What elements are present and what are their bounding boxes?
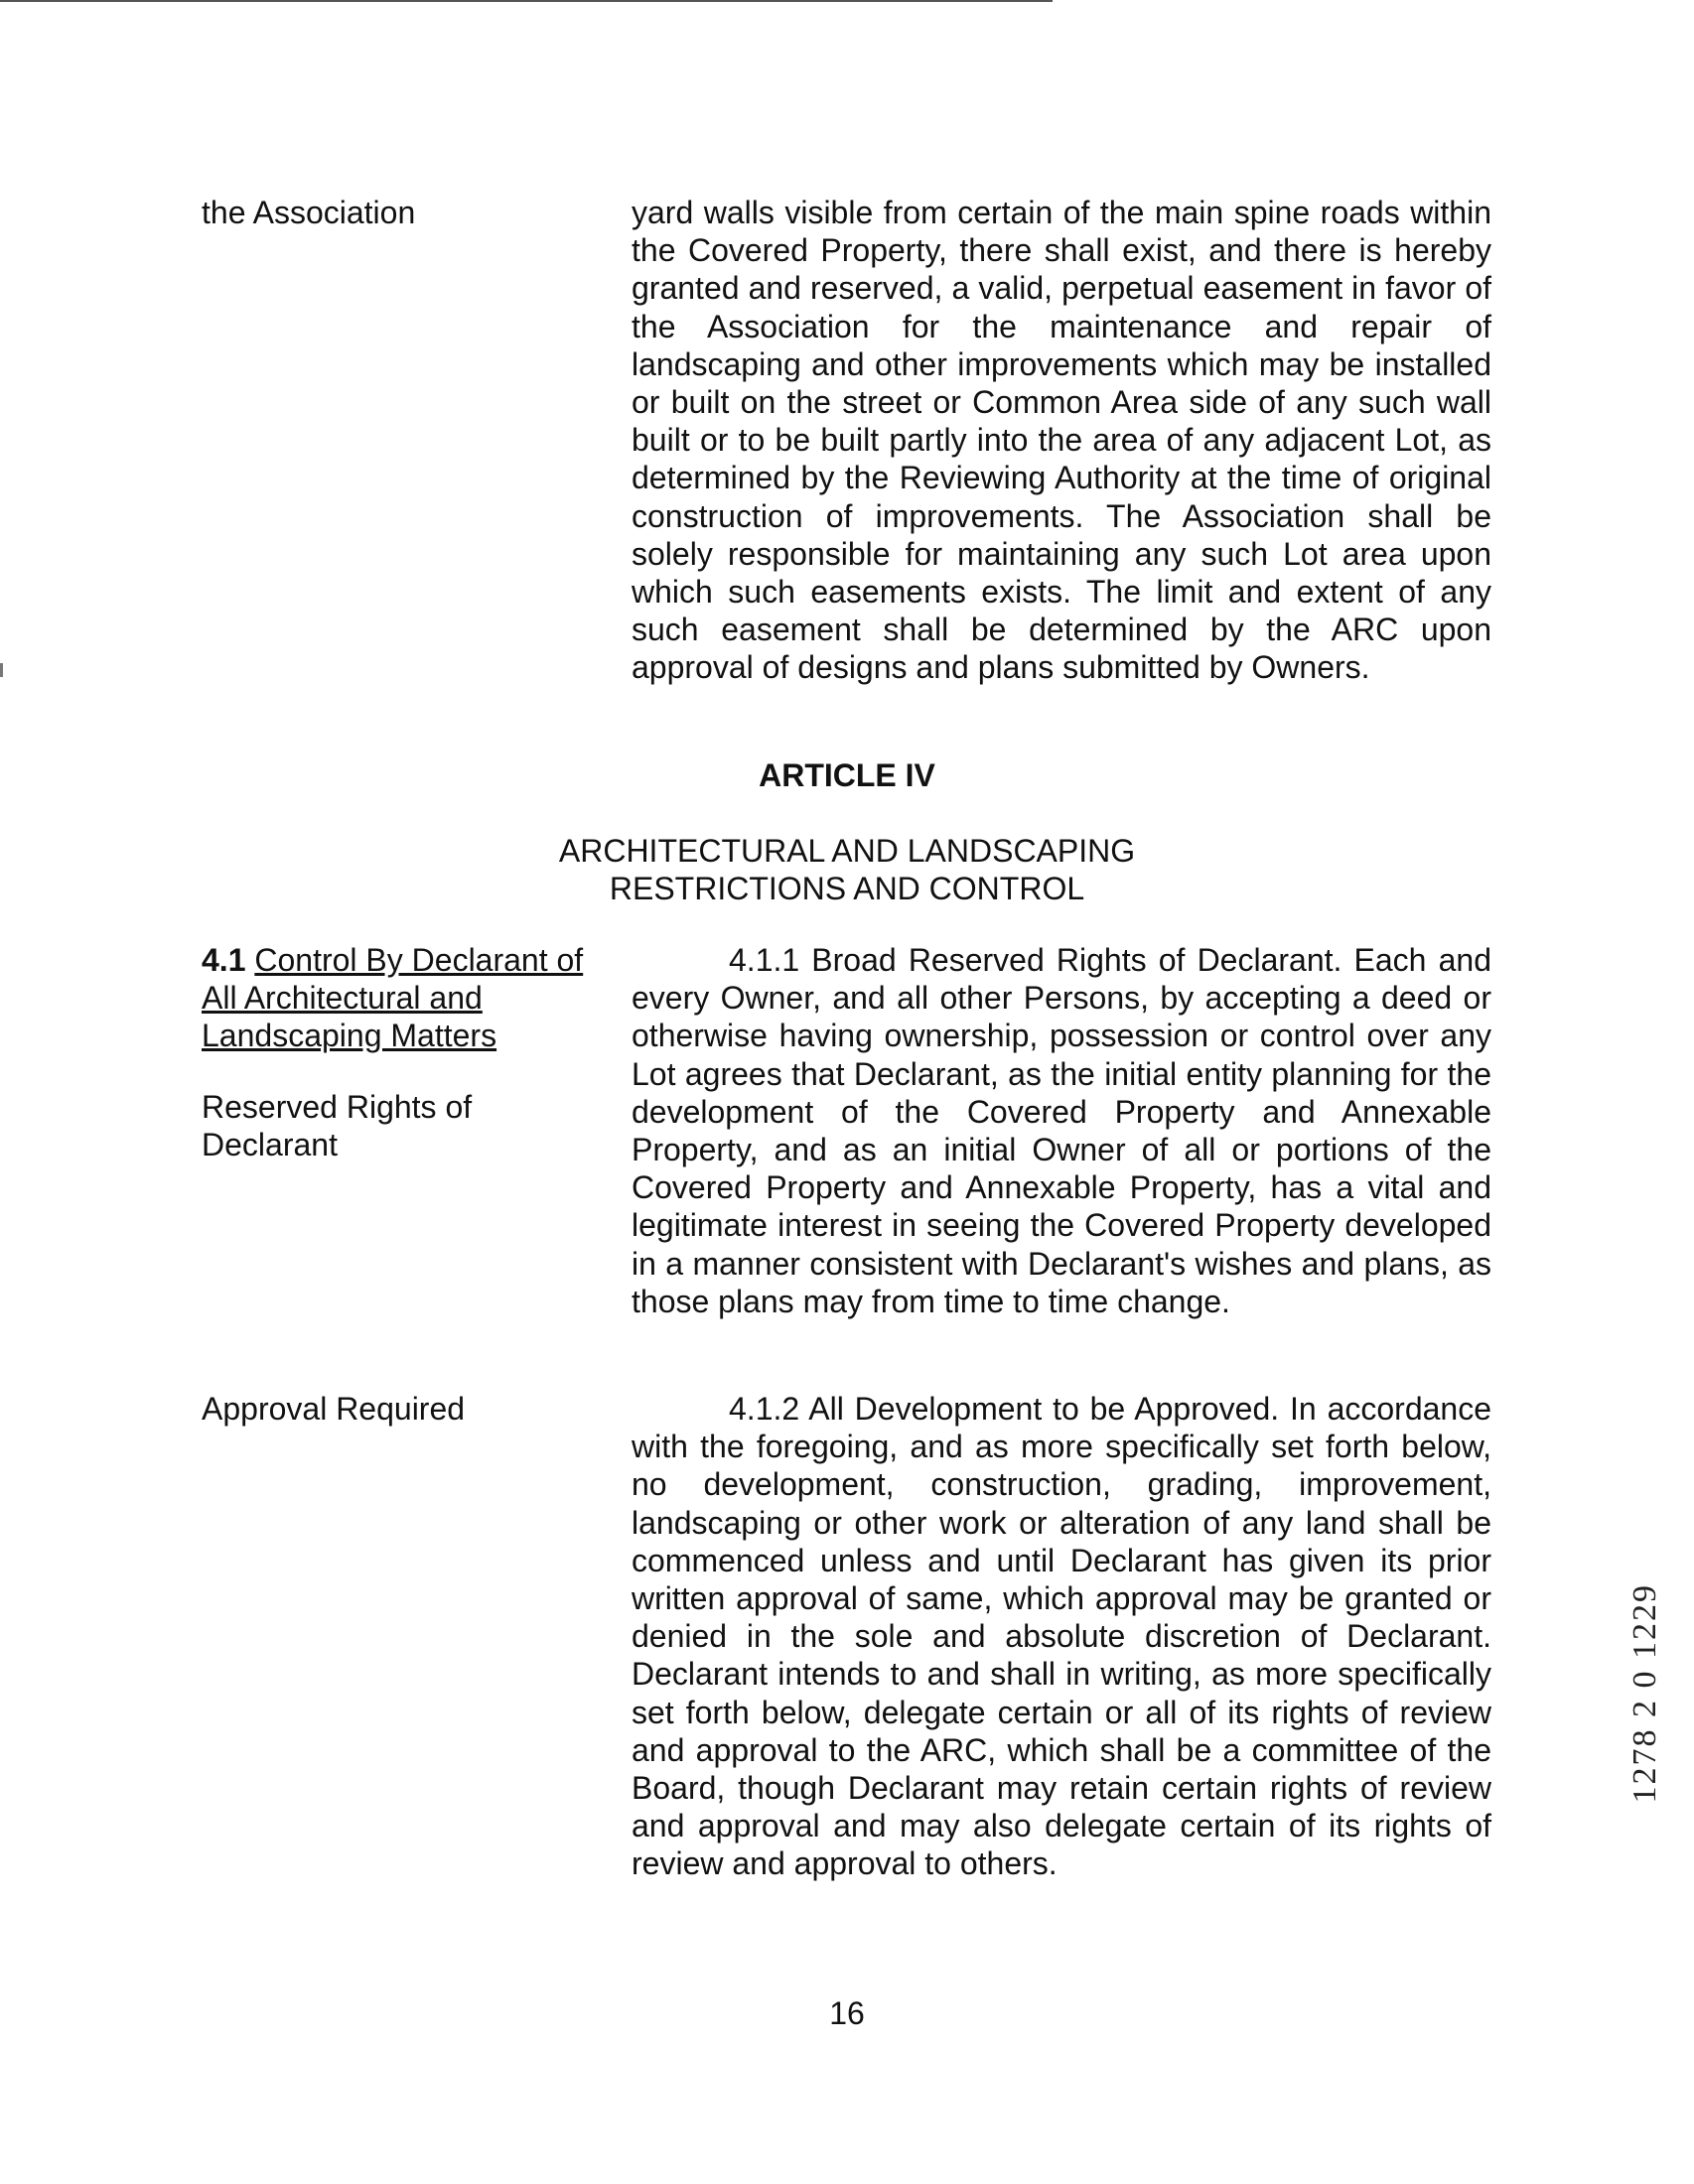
side-label-reserved-rights [202,1088,619,1163]
article-title-line1: ARCHITECTURAL AND LANDSCAPING [558,833,1136,869]
paragraph-4-1-1: 4.1.1 Broad Reserved Rights of Declarant. Each and every Owner, and all other Persons, by accepting a deed or otherwise having ownership, possession or control over any Lot agrees that Declarant, as the initial entity planning for the development of the Covered Property and Annexable Property, and as an initial Owner of all or portions of the Covered Property and Annexable Property, has a vital and legitimate interest in seeing the Covered Property developed in a manner consistent with Declarant's wishes and plans, as those plans may from time to time change. [632,942,1491,1319]
reserved-rights-line2: Declarant [202,1127,338,1162]
side-label-approval-required: Approval Required [202,1391,466,1427]
page-number: 16 [829,1995,865,2031]
article-number: ARTICLE IV [759,757,935,793]
section-4-1-heading [202,941,619,1054]
side-label-association: the Association [202,195,416,230]
paragraph-4-1-2: 4.1.2 All Development to be Approved. In accordance with the foregoing, and as more specifically set forth below, no development, construction, grading, improvement, landscaping or other work or alteration of any land shall be commenced unless and until Declarant has given its prior written approval of same, which approval may be granted or denied in the sole and absolute discretion of Declarant. Declarant intends to and shall in writing, as more specifically set forth below, delegate certain or all of its rights of review and approval to the ARC, which shall be a committee of the Board, though Declarant may retain certain rights of review and approval and may also delegate certain of its rights of review and approval to others. [632,1391,1491,1882]
heading-line2: All Architectural and [202,980,483,1016]
heading-line1: Control By Declarant of [254,942,584,978]
reserved-rights-line1: Reserved Rights of [202,1089,473,1125]
article-title-line2: RESTRICTIONS AND CONTROL [609,871,1085,906]
heading-line3: Landscaping Matters [202,1018,497,1053]
section-number: 4.1 [202,942,246,978]
paragraph-easement: yard walls visible from certain of the main spine roads within the Covered Property, there shall exist, and there is hereby granted and reserved, a valid, perpetual easement in favor of the Association for the maintenance and repair of landscaping and other improvements which may be installed or built on the street or Common Area side of any such wall built or to be built partly into the area of any adjacent Lot, as determined by the Reviewing Authority at the time of original construction of improvements. The Association shall be solely responsible for maintaining any such Lot area upon which such easements exists. The limit and extent of any such easement shall be determined by the ARC upon approval of designs and plans submitted by Owners. [632,195,1491,686]
recording-stamp: 1278 2 0 1229 [1626,1583,1663,1804]
